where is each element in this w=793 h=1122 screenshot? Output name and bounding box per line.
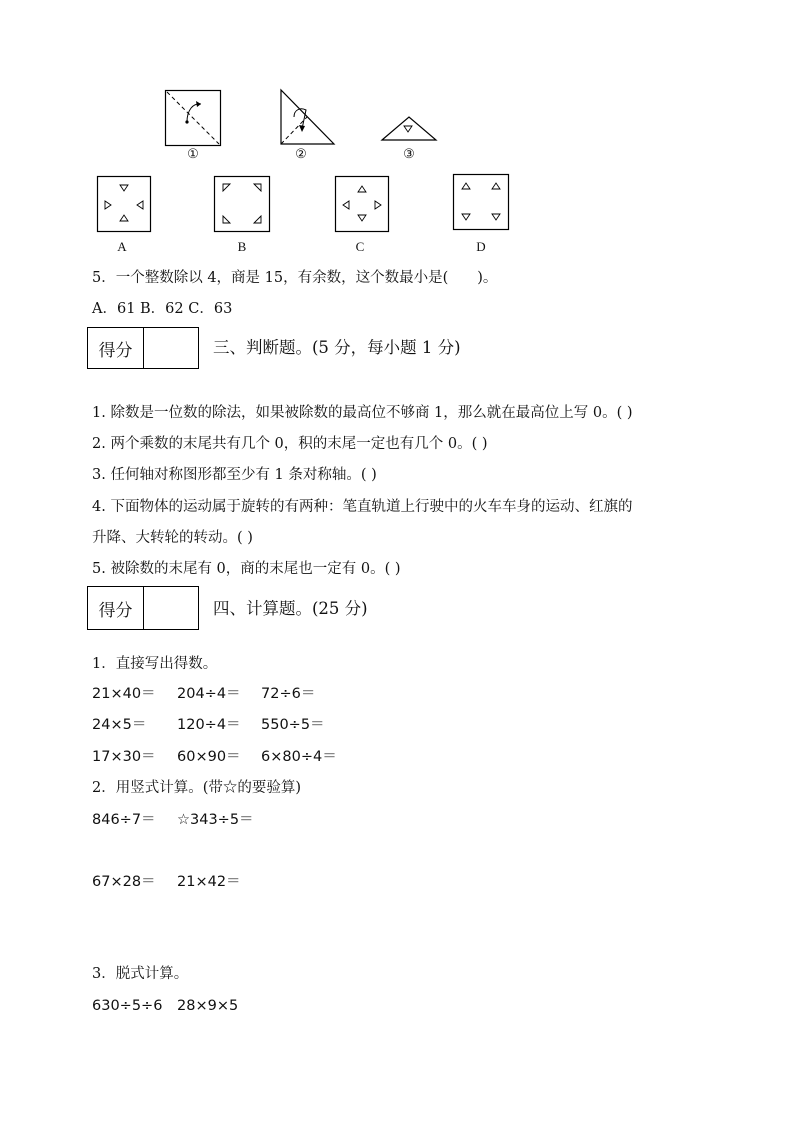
calc-q1-r3-c1: 17×30＝: [92, 749, 156, 765]
calc-q3-c1: 630÷5÷6: [92, 998, 163, 1014]
calc-q1-r3-c3: 6×80÷4＝: [261, 749, 337, 765]
option-d-label: D: [476, 239, 486, 254]
option-a-figure: [97, 176, 151, 232]
fold-step-1-figure: [165, 90, 221, 146]
option-c-figure: [335, 176, 389, 232]
judge-item-3: 3. 任何轴对称图形都至少有 1 条对称轴。( ): [92, 467, 377, 483]
option-c-label: C: [355, 239, 365, 254]
section3-score-label: 得分: [88, 328, 144, 368]
fold-step-3-label: ③: [403, 146, 415, 161]
fold-step-3-figure: [381, 116, 437, 142]
calc-q1-r3-c2: 60×90＝: [177, 749, 241, 765]
calc-q1-r2-c1: 24×5＝: [92, 717, 147, 733]
calc-q3-c2: 28×9×5: [177, 998, 239, 1014]
calc-q1-r2-c3: 550÷5＝: [261, 717, 325, 733]
section3-title: 三、判断题。(5 分，每小题 1 分): [213, 338, 461, 357]
calc-q1-r1-c2: 204÷4＝: [177, 686, 241, 702]
fold-step-2-figure: [280, 89, 336, 145]
fold-step-1-label: ①: [187, 146, 199, 161]
calc-q1-r1-c1: 21×40＝: [92, 686, 156, 702]
judge-item-4-cont: 升降、大转轮的转动。( ): [92, 530, 253, 546]
q5-options: A．61 B．62 C．63: [92, 301, 233, 317]
calc-q2-r2-c1: 67×28＝: [92, 874, 156, 890]
section3-score-field[interactable]: [144, 328, 198, 368]
section3-score-box: [87, 327, 199, 369]
judge-item-5: 5. 被除数的末尾有 0，商的末尾也一定有 0。( ): [92, 561, 401, 577]
q5-text: 5．一个整数除以 4，商是 15，有余数，这个数最小是( )。: [92, 270, 498, 286]
option-b-figure: [214, 176, 270, 232]
calc-q1-r1-c3: 72÷6＝: [261, 686, 316, 702]
calc-q1-r2-c2: 120÷4＝: [177, 717, 241, 733]
section4-score-field[interactable]: [144, 587, 198, 629]
calc-q1-title: 1．直接写出得数。: [92, 656, 218, 672]
option-d-figure: [453, 174, 509, 230]
judge-item-1: 1. 除数是一位数的除法，如果被除数的最高位不够商 1，那么就在最高位上写 0。( ): [92, 405, 633, 421]
option-b-label: B: [237, 239, 247, 254]
section4-title: 四、计算题。(25 分): [213, 599, 368, 618]
judge-item-4: 4. 下面物体的运动属于旋转的有两种：笔直轨道上行驶中的火车车身的运动、红旗的: [92, 499, 633, 515]
judge-item-2: 2. 两个乘数的末尾共有几个 0，积的末尾一定也有几个 0。( ): [92, 436, 488, 452]
calc-q3-title: 3．脱式计算。: [92, 966, 189, 982]
section4-score-label: 得分: [88, 587, 144, 629]
calc-q2-r1-c2: ☆343÷5＝: [177, 812, 254, 828]
calc-q2-r1-c1: 846÷7＝: [92, 812, 156, 828]
option-a-label: A: [117, 239, 127, 254]
fold-step-2-label: ②: [295, 146, 307, 161]
section4-score-box: [87, 586, 199, 630]
calc-q2-r2-c2: 21×42＝: [177, 874, 241, 890]
calc-q2-title: 2．用竖式计算。(带☆的要验算): [92, 780, 302, 796]
